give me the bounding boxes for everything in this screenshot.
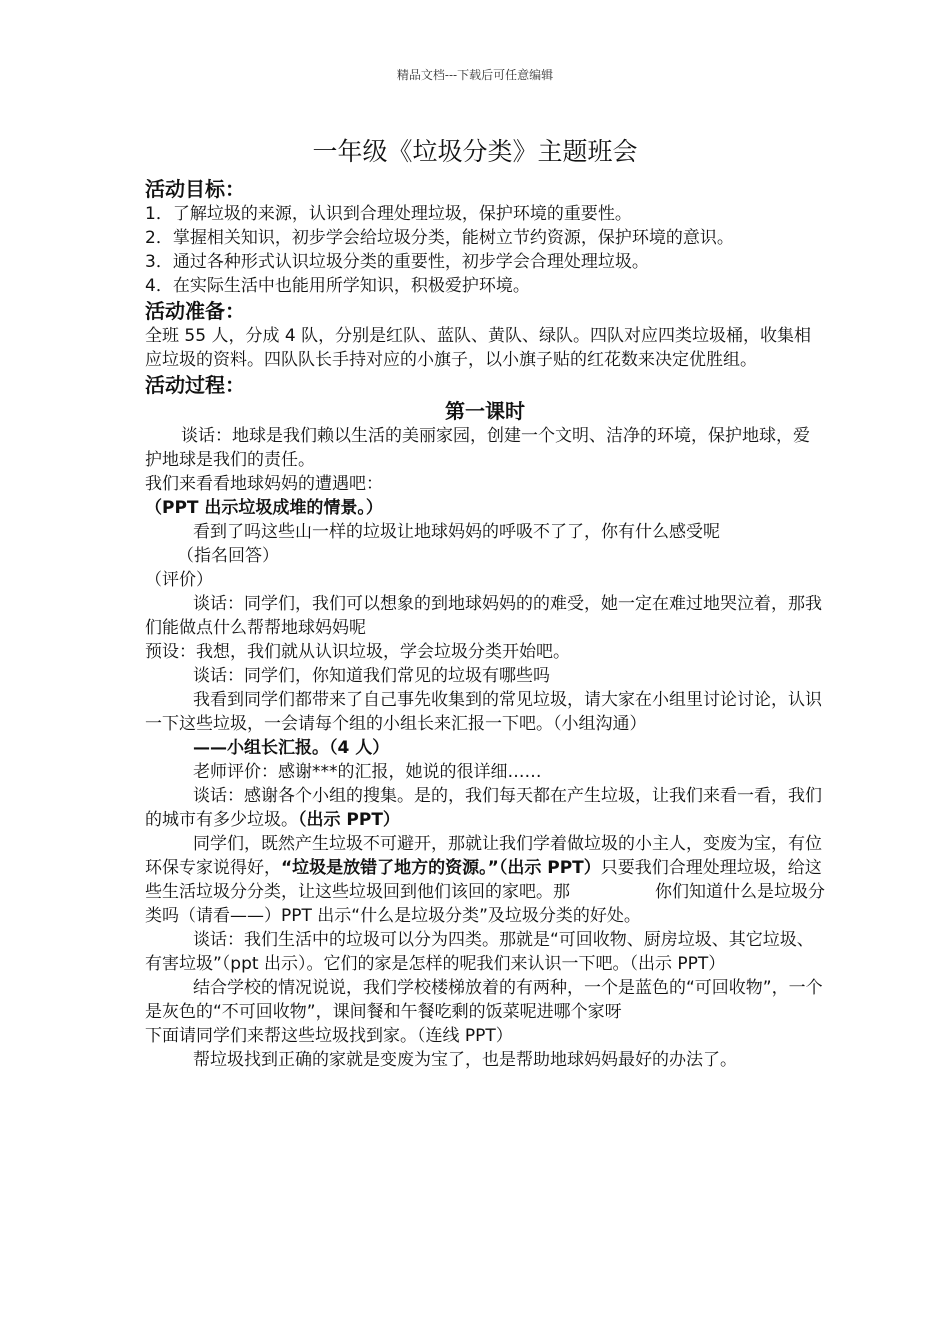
- process-heading: 活动过程：: [145, 373, 245, 397]
- paragraph-10: 我看到同学们都带来了自己事先收集到的常见垃圾，请大家在小组里讨论讨论，认识一下这些垃圾，一会请每个组的小组长来汇报一下吧。（小组沟通）: [145, 690, 822, 734]
- prep-heading: 活动准备：: [145, 299, 245, 323]
- ppt-note: （出示 PPT）: [298, 810, 400, 830]
- goal-item: 3．通过各种形式认识垃圾分类的重要性，初步学会合理处理垃圾。: [145, 252, 649, 272]
- goal-item: 2．掌握相关知识，初步学会给垃圾分类，能树立节约资源，保护环境的意识。: [145, 228, 734, 248]
- goals-heading: 活动目标：: [145, 177, 245, 201]
- paragraph-11: [145, 736, 825, 760]
- document-title: 一年级《垃圾分类》主题班会: [312, 137, 638, 166]
- paragraph-13-text: 谈话：感谢各个小组的搜集。是的，我们每天都在产生垃圾，让我们来看一看，我们的城市有多少垃圾。: [145, 786, 822, 830]
- paragraph-7: 谈话：同学们，我们可以想象的到地球妈妈的的难受，她一定在难过地哭泣着，那我们能做点什么帮帮地球妈妈呢: [145, 594, 822, 638]
- ppt-note: （PPT 出示垃圾成堆的情景。）: [145, 498, 383, 518]
- paragraph-4: 看到了吗这些山一样的垃圾让地球妈妈的呼吸不了了，你有什么感受呢: [193, 522, 720, 542]
- quote-bold: “垃圾是放错了地方的资源。”（出示 PPT）: [281, 858, 601, 878]
- prep-paragraph: 全班 55 人，分成 4 队，分别是红队、蓝队、黄队、绿队。四队对应四类垃圾桶，收集相应垃圾的资料。四队队长手持对应的小旗子，以小旗子贴的红花数来决定优胜组。: [145, 326, 812, 370]
- page-header: 精品文档---下载后可任意编辑: [396, 68, 554, 82]
- paragraph-15: 谈话：我们生活中的垃圾可以分为四类。那就是“可回收物、厨房垃圾、其它垃圾、有害垃圾”（ppt 出示）。它们的家是怎样的呢我们来认识一下吧。（出示 PPT）: [145, 930, 814, 974]
- paragraph-17: 下面请同学们来帮这些垃圾找到家。（连线 PPT）: [145, 1026, 513, 1046]
- lesson-title: 第一课时: [445, 399, 525, 423]
- paragraph-14-text: 同学们，既然产生垃圾不可避开，那就让我们学着做垃圾的小主人，变废为宝，有位环保专家说得好，: [145, 834, 822, 878]
- paragraph-14-tail: 只要我们合理处理垃圾，给这些生活垃圾分分类，让这些垃圾回到他们该回的家吧。那 你们知道什么是垃圾分类吗（请看——）PPT 出示“什么是垃圾分类”及垃圾分类的好处。: [145, 858, 825, 926]
- paragraph-6: （评价）: [145, 570, 213, 590]
- goal-item: 1．了解垃圾的来源，认识到合理处理垃圾，保护环境的重要性。: [145, 204, 632, 224]
- paragraph-9: 谈话：同学们，你知道我们常见的垃圾有哪些吗: [193, 666, 550, 686]
- paragraph-2: 我们来看看地球妈妈的遭遇吧：: [145, 474, 383, 494]
- group-report: ——小组长汇报。（4 人）: [193, 738, 390, 758]
- paragraph-18: 帮垃圾找到正确的家就是变废为宝了，也是帮助地球妈妈最好的办法了。: [193, 1050, 737, 1070]
- paragraph-talk-1: 谈话：地球是我们赖以生活的美丽家园，创建一个文明、洁净的环境，保护地球，爱护地球是我们的责任。: [145, 426, 810, 470]
- paragraph-3: [145, 496, 825, 520]
- paragraph-12: 老师评价：感谢***的汇报，她说的很详细……: [193, 762, 542, 782]
- goal-item: 4．在实际生活中也能用所学知识，积极爱护环境。: [145, 276, 530, 296]
- document-body: [145, 176, 825, 1072]
- paragraph-5: （指名回答）: [177, 546, 279, 566]
- paragraph-14: [145, 832, 825, 928]
- paragraph-16: 结合学校的情况说说，我们学校楼梯放着的有两种，一个是蓝色的“可回收物”，一个是灰色的“不可回收物”，课间餐和午餐吃剩的饭菜呢进哪个家呀: [145, 978, 823, 1022]
- paragraph-8: 预设：我想，我们就从认识垃圾，学会垃圾分类开始吧。: [145, 642, 570, 662]
- paragraph-13: [145, 784, 825, 832]
